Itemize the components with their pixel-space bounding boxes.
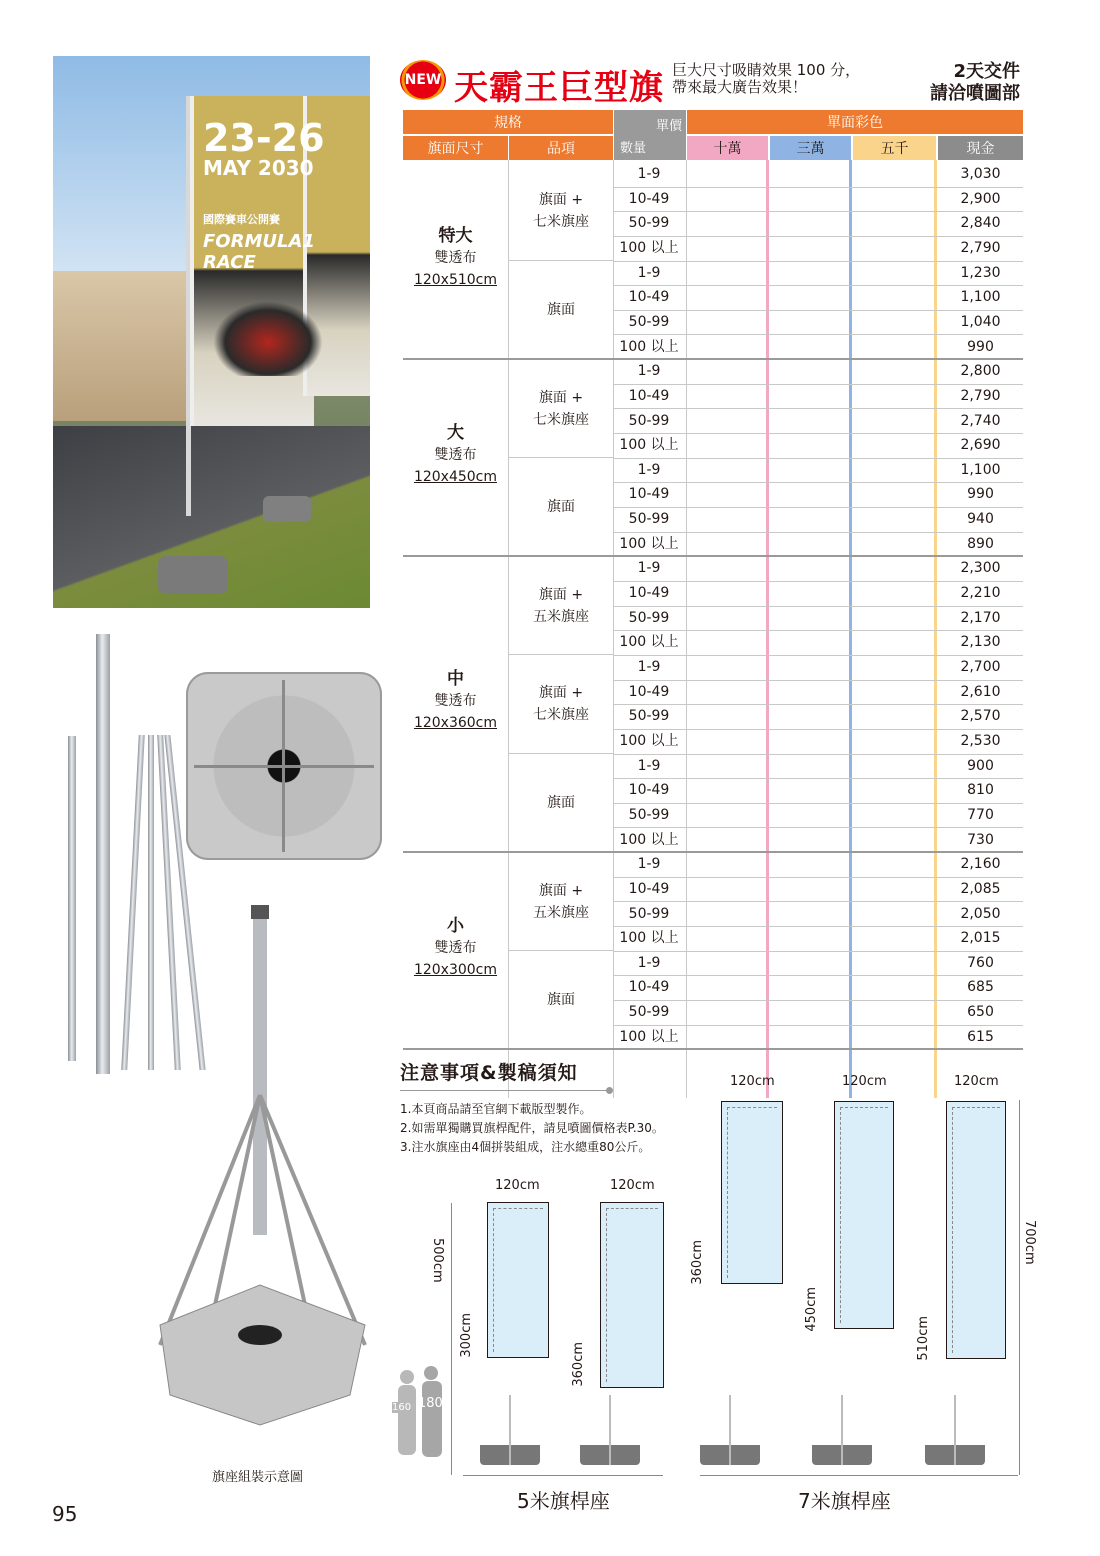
cash-price-cell: 1,100 xyxy=(960,461,1001,478)
flag-dimension: 120x510cm xyxy=(413,271,498,288)
qty-cell: 10-49 xyxy=(628,387,670,404)
flag-dimension: 120x360cm xyxy=(413,715,498,732)
item-label: 旗面 + 五米旗座 xyxy=(533,882,589,921)
table-row xyxy=(613,778,1023,804)
cash-price-cell: 3,030 xyxy=(960,166,1001,182)
rule-700 xyxy=(1019,1100,1020,1475)
item-label: 旗面 xyxy=(547,301,575,318)
qty-cell: 50-99 xyxy=(628,1004,670,1021)
fabric-name: 雙透布 xyxy=(434,249,477,266)
item-label: 旗面 + 七米旗座 xyxy=(533,685,589,724)
qty-cell: 1-9 xyxy=(637,461,661,478)
item-label: 旗面 xyxy=(547,499,575,516)
table-row xyxy=(613,606,1023,632)
table-row xyxy=(613,975,1023,1001)
qty-cell: 100 以上 xyxy=(619,732,679,749)
fabric-name: 雙透布 xyxy=(434,939,477,956)
pole-700-label: 700cm xyxy=(1022,1220,1037,1265)
cash-price-cell: 770 xyxy=(967,806,994,823)
table-row xyxy=(613,630,1023,656)
cash-price-cell: 2,700 xyxy=(960,659,1001,675)
cash-price-cell: 990 xyxy=(967,486,994,503)
flag-360b xyxy=(721,1101,783,1284)
width-label-510: 120cm xyxy=(954,1074,999,1089)
group-divider xyxy=(509,950,613,951)
flag-360a xyxy=(600,1202,664,1388)
table-row xyxy=(613,532,1023,558)
cash-price-cell: 2,690 xyxy=(960,437,1001,454)
subtitle xyxy=(672,62,860,96)
cash-price-cell: 2,160 xyxy=(960,856,1001,873)
group-divider xyxy=(509,457,613,458)
qty-cell: 50-99 xyxy=(628,708,670,725)
cash-price-cell: 2,050 xyxy=(960,905,1001,922)
table-row xyxy=(613,261,1023,287)
group-divider xyxy=(509,654,613,655)
qty-cell: 50-99 xyxy=(628,905,670,922)
item-label: 旗面 + 七米旗座 xyxy=(533,389,589,428)
qty-cell: 10-49 xyxy=(628,782,670,799)
notes-title: 注意事項&製稿須知 xyxy=(400,1062,578,1084)
qty-cell: 10-49 xyxy=(628,190,670,207)
size-name: 中 xyxy=(447,669,464,690)
water-base-back xyxy=(263,496,311,522)
header-5k: 五千 xyxy=(853,136,936,160)
table-row xyxy=(613,704,1023,730)
notes-divider-dot xyxy=(606,1087,613,1094)
cash-price-cell: 2,610 xyxy=(960,683,1001,700)
stand-7m-c xyxy=(925,1395,985,1465)
table-row xyxy=(613,162,1023,188)
rule-500 xyxy=(451,1203,452,1475)
header-spec: 規格 xyxy=(403,110,613,134)
header-size: 旗面尺寸 xyxy=(403,136,509,160)
table-row xyxy=(613,828,1023,854)
qty-cell: 1-9 xyxy=(637,757,661,774)
qty-cell: 1-9 xyxy=(637,856,661,873)
cash-price-cell: 2,790 xyxy=(960,239,1001,256)
table-row xyxy=(613,1025,1023,1051)
flag-300 xyxy=(487,1202,549,1358)
size-name: 特大 xyxy=(438,225,473,246)
qty-cell: 1-9 xyxy=(637,659,661,675)
qty-cell: 100 以上 xyxy=(619,1028,679,1045)
qty-cell: 50-99 xyxy=(628,215,670,232)
race-car-image xyxy=(213,301,323,376)
qty-cell: 100 以上 xyxy=(619,930,679,947)
delivery-line-1: 2天交件 xyxy=(953,61,1020,82)
qty-cell: 1-9 xyxy=(637,264,661,281)
flag-dimension: 120x450cm xyxy=(413,468,498,485)
table-row xyxy=(613,285,1023,311)
width-label-450: 120cm xyxy=(842,1074,887,1089)
subtitle-line-1: 巨大尺寸吸睛效果 100 分， xyxy=(672,61,861,79)
cash-price-cell: 730 xyxy=(967,831,994,848)
qty-cell: 50-99 xyxy=(628,313,670,330)
base-caption: 旗座組裝示意圖 xyxy=(212,1470,304,1485)
group-divider xyxy=(509,260,613,261)
header-item: 品項 xyxy=(509,136,613,160)
table-row xyxy=(613,507,1023,533)
qty-cell: 50-99 xyxy=(628,511,670,528)
delivery-line-2: 請洽噴圖部 xyxy=(930,83,1020,104)
cash-price-cell: 2,085 xyxy=(960,880,1001,897)
flag-510 xyxy=(946,1101,1006,1359)
qty-cell: 10-49 xyxy=(628,289,670,306)
cash-price-cell: 650 xyxy=(967,1004,994,1021)
water-base xyxy=(158,556,228,594)
banner-cn: 國際賽車公開賽 xyxy=(203,213,280,226)
cash-price-cell: 1,230 xyxy=(960,264,1001,281)
table-row xyxy=(613,433,1023,459)
qty-cell: 10-49 xyxy=(628,979,670,996)
rule-7m-base xyxy=(700,1475,1018,1476)
header-cash: 現金 xyxy=(938,136,1023,160)
qty-cell: 100 以上 xyxy=(619,831,679,848)
table-row xyxy=(613,581,1023,607)
qty-cell: 10-49 xyxy=(628,486,670,503)
table-row xyxy=(613,1000,1023,1026)
cash-price-cell: 2,790 xyxy=(960,387,1001,404)
stand-7m-b xyxy=(812,1395,872,1465)
table-row xyxy=(613,310,1023,336)
header-unitprice-qty xyxy=(614,110,686,160)
qty-cell: 1-9 xyxy=(637,166,661,182)
qty-cell: 10-49 xyxy=(628,683,670,700)
header-qty: 數量 xyxy=(620,141,647,156)
qty-cell: 50-99 xyxy=(628,609,670,626)
table-row xyxy=(613,211,1023,237)
section-divider xyxy=(403,1048,1023,1050)
banner-date: 23-26 xyxy=(203,116,325,160)
caption-7m: 7米旗桿座 xyxy=(798,1489,891,1513)
subtitle-line-2: 帶來最大廣告效果！ xyxy=(672,78,808,96)
width-label-360b: 120cm xyxy=(730,1074,775,1089)
height-450: 450cm xyxy=(804,1287,819,1332)
qty-cell: 100 以上 xyxy=(619,338,679,355)
table-row xyxy=(613,680,1023,706)
qty-cell: 50-99 xyxy=(628,806,670,823)
size-label xyxy=(403,422,508,488)
table-row xyxy=(613,236,1023,262)
product-photo xyxy=(53,56,370,608)
size-label xyxy=(403,668,508,734)
item-label: 旗面 + 七米旗座 xyxy=(533,192,589,231)
person-180: 180 xyxy=(418,1396,443,1411)
cash-price-cell: 890 xyxy=(967,535,994,552)
stand-5m-b xyxy=(580,1395,640,1465)
header-100k: 十萬 xyxy=(687,136,768,160)
item-label: 旗面 xyxy=(547,794,575,811)
caption-5m: 5米旗桿座 xyxy=(517,1489,610,1513)
note-3: 3.注水旗座由4個拼裝組成，注水總重80公斤。 xyxy=(400,1140,651,1154)
cash-price-cell: 2,170 xyxy=(960,609,1001,626)
cash-price-cell: 940 xyxy=(967,511,994,528)
qty-cell: 50-99 xyxy=(628,412,670,429)
height-360b: 360cm xyxy=(690,1240,705,1285)
cash-price-cell: 2,570 xyxy=(960,708,1001,725)
cash-price-cell: 810 xyxy=(967,782,994,799)
table-row xyxy=(613,335,1023,361)
table-row xyxy=(613,729,1023,755)
qty-cell: 1-9 xyxy=(637,954,661,971)
note-2: 2.如需單獨購買旗桿配件，請見噴圖價格表P.30。 xyxy=(400,1121,664,1135)
cash-price-cell: 2,300 xyxy=(960,560,1001,577)
width-label-300: 120cm xyxy=(495,1178,540,1193)
price-table xyxy=(403,110,1023,1050)
new-badge: NEW xyxy=(400,60,446,100)
size-name: 小 xyxy=(447,915,464,936)
header-30k: 三萬 xyxy=(770,136,851,160)
height-360a: 360cm xyxy=(571,1342,586,1387)
water-base-top-image xyxy=(186,672,382,860)
assembled-stand-image xyxy=(140,905,380,1450)
table-row xyxy=(613,655,1023,681)
stand-5m-a xyxy=(480,1395,540,1465)
cash-price-cell: 2,530 xyxy=(960,732,1001,749)
cash-price-cell: 1,040 xyxy=(960,313,1001,330)
table-row xyxy=(613,951,1023,977)
cash-price-cell: 2,130 xyxy=(960,634,1001,651)
stand-7m-a xyxy=(700,1395,760,1465)
group-divider xyxy=(509,753,613,754)
cash-price-cell: 2,740 xyxy=(960,412,1001,429)
table-row xyxy=(613,877,1023,903)
table-row xyxy=(613,803,1023,829)
table-row xyxy=(613,926,1023,952)
height-510: 510cm xyxy=(916,1316,931,1361)
cash-price-cell: 900 xyxy=(967,757,994,774)
qty-cell: 10-49 xyxy=(628,880,670,897)
header-unit-price: 單價 xyxy=(655,119,682,134)
item-label: 旗面 + 五米旗座 xyxy=(533,586,589,625)
cash-price-cell: 2,840 xyxy=(960,215,1001,232)
table-row xyxy=(613,754,1023,780)
qty-cell: 100 以上 xyxy=(619,437,679,454)
table-row xyxy=(613,458,1023,484)
height-300: 300cm xyxy=(459,1313,474,1358)
flag-450 xyxy=(834,1101,894,1329)
qty-cell: 100 以上 xyxy=(619,634,679,651)
banner-race: FORMULA1 RACE xyxy=(203,231,315,273)
table-row xyxy=(613,409,1023,435)
table-row xyxy=(613,359,1023,385)
width-label-360a: 120cm xyxy=(610,1178,655,1193)
cash-price-cell: 990 xyxy=(967,338,994,355)
size-label xyxy=(403,225,508,291)
telescopic-pole-image xyxy=(96,634,110,1074)
page-title: 天霸王巨型旗 xyxy=(454,68,664,108)
table-row xyxy=(613,556,1023,582)
cash-price-cell: 2,210 xyxy=(960,585,1001,602)
rule-5m-base xyxy=(463,1475,663,1476)
fabric-name: 雙透布 xyxy=(434,446,477,463)
table-row xyxy=(613,852,1023,878)
pole-500-label: 500cm xyxy=(430,1238,445,1283)
cash-price-cell: 760 xyxy=(967,954,994,971)
qty-cell: 1-9 xyxy=(637,560,661,577)
table-row xyxy=(613,902,1023,928)
cash-price-cell: 2,900 xyxy=(960,190,1001,207)
fabric-name: 雙透布 xyxy=(434,693,477,710)
item-label: 旗面 xyxy=(547,992,575,1009)
qty-cell: 100 以上 xyxy=(619,535,679,552)
cash-price-cell: 2,015 xyxy=(960,930,1001,947)
qty-cell: 1-9 xyxy=(637,363,661,380)
note-1: 1.本頁商品請至官網下載版型製作。 xyxy=(400,1102,592,1116)
side-rod-image xyxy=(68,736,76,1061)
cash-price-cell: 615 xyxy=(967,1028,994,1045)
table-row xyxy=(613,384,1023,410)
size-label xyxy=(403,915,508,981)
flag-dimension: 120x300cm xyxy=(413,961,498,978)
size-name: 大 xyxy=(447,422,464,443)
delivery-info xyxy=(930,61,1020,105)
header-single-color: 單面彩色 xyxy=(687,110,1023,134)
table-row xyxy=(613,482,1023,508)
qty-cell: 100 以上 xyxy=(619,239,679,256)
notes-divider xyxy=(400,1090,610,1091)
table-row xyxy=(613,187,1023,213)
person-160: 160 xyxy=(392,1402,412,1413)
page-number: 95 xyxy=(52,1502,78,1526)
cash-price-cell: 1,100 xyxy=(960,289,1001,306)
cash-price-cell: 2,800 xyxy=(960,363,1001,380)
cash-price-cell: 685 xyxy=(967,979,994,996)
banner-month: MAY 2030 xyxy=(203,156,314,180)
qty-cell: 10-49 xyxy=(628,585,670,602)
